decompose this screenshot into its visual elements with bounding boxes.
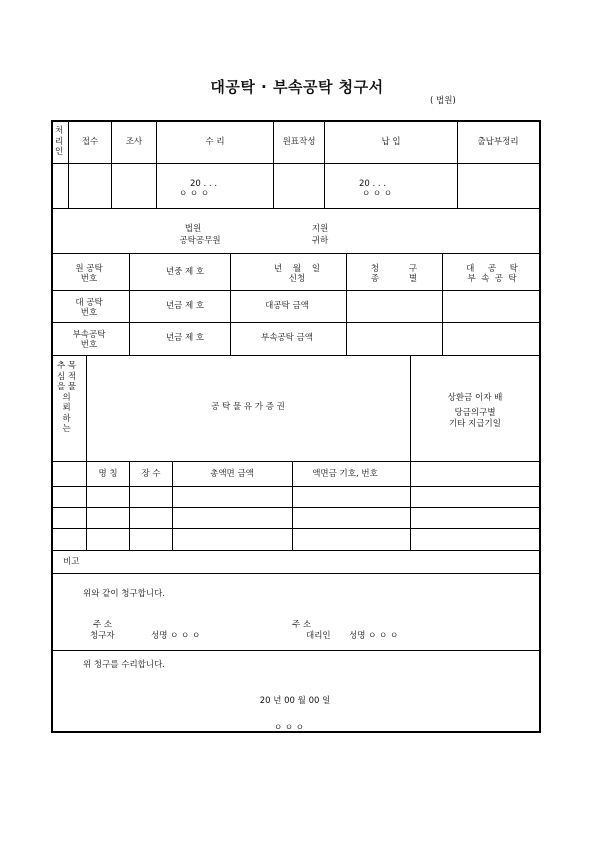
acceptance-statement: 위 청구를 수리합니다.: [83, 660, 166, 670]
col-face-symbol-header: 액면금 기호, 번호: [312, 469, 378, 479]
claimant-name: 성명 ㅇ ㅇ ㅇ: [151, 631, 201, 641]
court-name-tag: ( 법원): [430, 96, 456, 106]
securities-center-label: 공 탁 물 유 가 증 권: [211, 402, 285, 412]
payment-date-line1: 20 . . .: [359, 179, 387, 189]
request-date-label: 년 월 일 신청: [273, 264, 321, 284]
processor-label: 처 리 인: [55, 126, 64, 157]
sub-deposit-no-label: 부속공탁 번호: [72, 330, 106, 350]
claimant-label: 청구자: [90, 631, 115, 641]
agent-label: 대리인: [306, 631, 331, 641]
col-qty-header: 장 수: [141, 469, 161, 479]
securities-right-line1: 상환금 이자 배: [447, 393, 503, 403]
securities-side-label: 추 목 심 적 을 물 의 뢰 하 는: [57, 361, 77, 434]
year-no-2: 년금 제 호: [165, 301, 205, 311]
claimant-address-label: 주 소: [93, 620, 113, 630]
request-statement: 위와 같이 청구합니다.: [83, 589, 166, 599]
page-title: 대공탁 · 부속공탁 청구서: [210, 78, 384, 96]
claim-type-label: 청 구 종 별: [370, 264, 418, 284]
accept-date-line1: 20 . . .: [190, 179, 218, 189]
accept-header: 수 리: [205, 137, 225, 147]
orig-deposit-no-label: 원 공탁 번호: [75, 264, 103, 284]
payment-date-line2: ㅇ ㅇ ㅇ: [362, 189, 393, 199]
col-name-header: 명 칭: [98, 469, 118, 479]
arrange-header: 출납부정리: [477, 137, 519, 147]
acceptance-date: 20 년 00 월 00 일: [259, 696, 331, 706]
sub-amount-label: 부속공탁 금액: [261, 333, 313, 343]
securities-right-line3: 기타 지급기일: [449, 419, 501, 429]
securities-right-line2: 당금의구별: [454, 408, 496, 418]
large-amount-label: 대공탁 금액: [265, 301, 309, 311]
payment-header: 납 입: [381, 137, 401, 147]
border-right: [539, 120, 541, 732]
large-sub-deposit-label: 대 공 탁 부 속 공 탁: [466, 264, 518, 284]
year-no-1: 년중 제 호: [165, 267, 205, 277]
agent-address-label: 주 소: [292, 620, 312, 630]
remarks-label: 비고: [63, 557, 80, 567]
honorific-label: 귀하: [311, 236, 329, 246]
receipt-header: 접수: [81, 137, 99, 147]
court-label: 법원: [184, 224, 202, 234]
branch-label: 지원: [311, 224, 329, 234]
acceptance-signature: ㅇ ㅇ ㅇ: [273, 723, 305, 733]
accept-date-line2: ㅇ ㅇ ㅇ: [179, 189, 210, 199]
survey-header: 조사: [125, 137, 143, 147]
border-left: [51, 120, 53, 732]
ledger-header: 원표작성: [282, 137, 316, 147]
year-no-3: 년금 제 호: [165, 333, 205, 343]
border-top: [51, 120, 541, 122]
large-deposit-no-label: 대 공탁 번호: [75, 298, 103, 318]
col-total-face-header: 총액면 금액: [210, 469, 254, 479]
officer-label: 공탁공무원: [179, 236, 221, 246]
agent-name: 성명 ㅇ ㅇ ㅇ: [349, 631, 399, 641]
